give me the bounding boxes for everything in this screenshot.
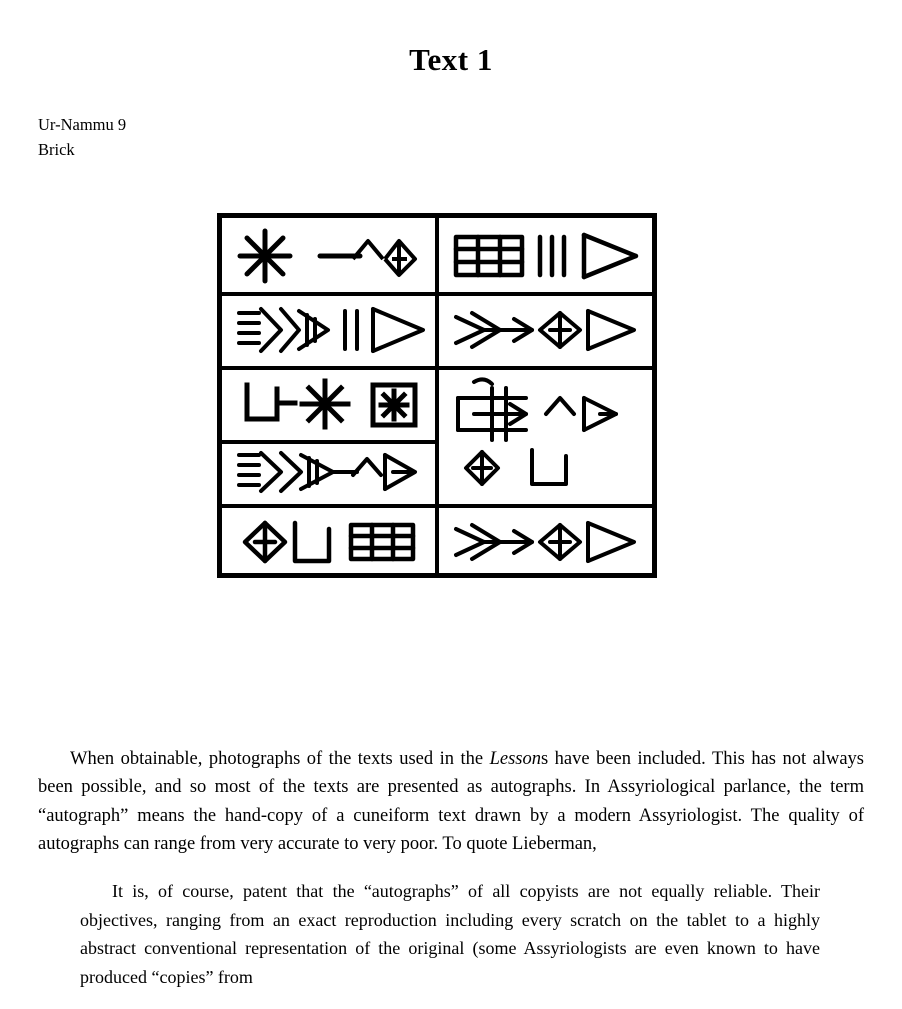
- autograph-sign-group-l4: [230, 444, 440, 502]
- autograph-sign-group-l2: [230, 296, 440, 364]
- body-text: [38, 726, 864, 1009]
- metadata-line-designation: Ur-Nammu 9: [38, 115, 127, 134]
- autograph-sign-group-r1: [444, 222, 652, 290]
- paragraph-intro-part2: s have been included. This has not always been possible, and so most of the texts are presented as autographs. In Assyriological parlance, the term “autograph” means the hand-copy of a cuneiform text drawn by a modern Assyriologist. The quality of autographs can range from very accurate to very poor. To quote Lieberman,: [38, 748, 864, 854]
- cuneiform-autograph-figure: [217, 213, 657, 578]
- autograph-sign-group-l3: [230, 370, 440, 438]
- paragraph-intro-part1: When obtainable, photographs of the texts used in the: [70, 748, 490, 769]
- autograph-sign-group-r4: [444, 508, 652, 576]
- text-metadata: [38, 112, 126, 162]
- paragraph-intro: [38, 745, 864, 859]
- page-title: Text 1: [409, 42, 493, 77]
- metadata-line-object-type: Brick: [38, 140, 75, 159]
- autograph-sign-group-l5: [230, 508, 440, 576]
- paragraph-intro-italic: Lesson: [489, 748, 541, 769]
- autograph-sign-group-l1: [230, 222, 440, 290]
- autograph-sign-group-r2: [444, 296, 652, 364]
- autograph-sign-group-r3: [444, 370, 652, 500]
- block-quote-lieberman: It is, of course, patent that the “autographs” of all copyists are not equally reliable. Their objectives, ranging from an exact reproduction including every scratch on the tablet to a highly abstract conventional representation of the original (some Assyriologists are even known to have produced “copies” from: [80, 881, 820, 987]
